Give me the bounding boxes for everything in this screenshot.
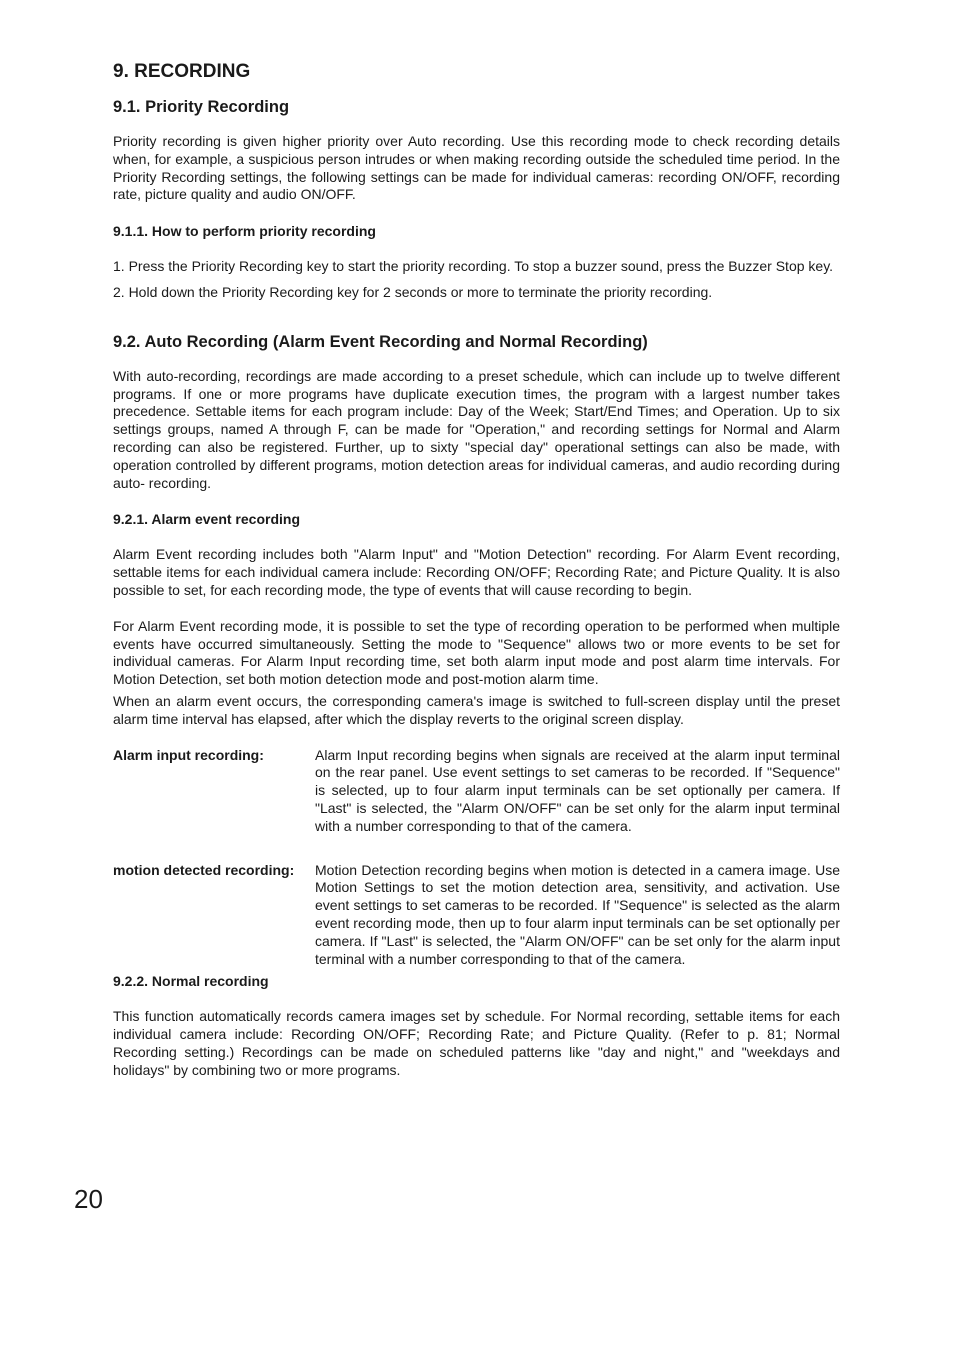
- priority-steps-list: [113, 258, 840, 302]
- alarm-event-paragraph-1: Alarm Event recording includes both "Alarm Input" and "Motion Detection" recording. For Alarm Event recording, settable items for each individual camera include: Recording ON/OFF; Recording Rate; and Picture Quality. It is also possible to set, for each recording mode, the type of events that will cause recording to begin.: [113, 546, 840, 598]
- auto-recording-heading: 9.2. Auto Recording (Alarm Event Recording and Normal Recording): [113, 332, 648, 351]
- priority-recording-intro: Priority recording is given higher priority over Auto recording. Use this recording mode to check recording details when, for example, a suspicious person intrudes or when making recording outside the scheduled time period. In the Priority Recording settings, the following settings can be made for individual cameras: recording ON/OFF, recording rate, picture quality and audio ON/OFF.: [113, 133, 840, 203]
- definition-description: Motion Detection recording begins when motion is detected in a camera image. Use Motion Settings to set the motion detection area, sensitivity, and activation. Use event settings to set cameras to be recorded. If "Sequence" is selected as the alarm event recording mode, then up to four alarm input terminals can be set optionally per camera. If "Last" is selected, the "Alarm ON/OFF" can be set only for the alarm input terminal with a number corresponding to that of the camera.: [315, 861, 840, 967]
- definition-row: [113, 747, 840, 836]
- definition-row: [113, 862, 840, 969]
- definition-term: motion detected recording:: [113, 861, 295, 878]
- priority-recording-heading: 9.1. Priority Recording: [113, 98, 290, 116]
- normal-recording-paragraph: This function automatically records camera images set by schedule. For Normal recording, settable items for each individual camera include: Recording ON/OFF; Recording Rate; and Picture Quality. (Refer to p. 81; Normal Recording setting.) Recordings can be made on scheduled patterns like "day and night," and "weekdays and holidays" by combining two or more programs.: [113, 1008, 840, 1078]
- list-item: 1. Press the Priority Recording key to start the priority recording. To stop a buzzer sound, press the Buzzer Stop key.: [113, 258, 834, 275]
- alarm-event-paragraph-3: When an alarm event occurs, the corresponding camera's image is switched to full-screen display until the preset alarm time interval has elapsed, after which the display reverts to the original screen display.: [113, 692, 840, 727]
- howto-priority-heading: 9.1.1. How to perform priority recording: [113, 223, 376, 240]
- alarm-event-heading: 9.2.1. Alarm event recording: [113, 511, 300, 528]
- alarm-event-paragraph-2: For Alarm Event recording mode, it is possible to set the type of recording operation to be performed when multiple events have occurred simultaneously. Setting the mode to "Sequence" allows two or more events to be set for individual cameras. For Alarm Input recording time, set both alarm input mode and post alarm time intervals. For Motion Detection, set both motion detection mode and post-motion alarm time.: [113, 617, 840, 688]
- document-page: [113, 60, 840, 1097]
- page-number: 20: [74, 1184, 103, 1214]
- section-title: 9. RECORDING: [113, 61, 251, 82]
- recording-definitions: [113, 747, 840, 969]
- definition-term: Alarm input recording:: [113, 746, 264, 763]
- normal-recording-heading: 9.2.2. Normal recording: [113, 973, 269, 990]
- list-item: 2. Hold down the Priority Recording key for 2 seconds or more to terminate the priority recording.: [113, 283, 713, 300]
- auto-recording-intro: With auto-recording, recordings are made according to a preset schedule, which can include up to twelve different programs. If one or more programs have duplicate execution times, the program with a largest number takes precedence. Settable items for each program include: Day of the Week; Start/End Times; and Operation. Up to six settings groups, named A through F, can be made for "Operation," and recording settings for Normal and Alarm recording can also be registered. Further, up to sixty "special day" operational settings can also be made, with operation controlled by different programs, motion detection areas for individual cameras, and audio recording during auto- recording.: [113, 367, 840, 491]
- definition-description: Alarm Input recording begins when signals are received at the alarm input terminal on the rear panel. Use event settings to set cameras to be recorded. If "Sequence" is selected, up to four alarm input terminals can be set optionally per camera. If "Last" is selected, the "Alarm ON/OFF" can be set only for the alarm input terminal with a number corresponding to that of the camera.: [315, 746, 840, 834]
